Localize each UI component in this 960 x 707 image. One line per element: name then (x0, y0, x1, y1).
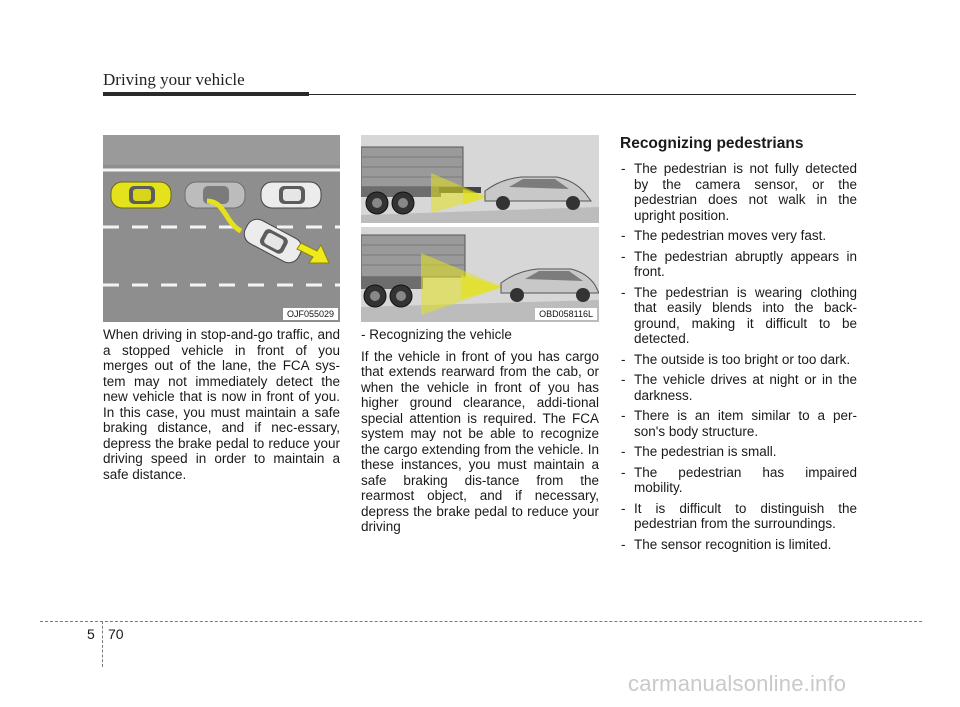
list-item: - The pedestrian is not fully detected by the camera sensor, or the pedestrian does not walk in the upright position. (620, 161, 857, 223)
footer-divider (102, 621, 103, 667)
body-paragraph: If the vehicle in front of you has cargo that extends rearward from the cab, or when the vehicle in front of you has higher ground clearance, addi-tional special attention is required. The FCA system may not be able to recognize the cargo extending from the vehicle. In these instances, you must maintain a safe braking dis-tance from the rearmost object, and if necessary, depress the brake pedal to reduce your driving (361, 348, 599, 534)
column-2 (361, 327, 599, 535)
footer-rule (40, 621, 922, 622)
header-title: Driving your vehicle (103, 70, 245, 89)
list-item: - It is difficult to distinguish the pedestrian from the surroundings. (620, 501, 857, 532)
vehicle-ahead-icon (261, 182, 321, 208)
column-3 (620, 135, 857, 557)
list-item: - The outside is too bright or too dark. (620, 352, 857, 368)
list-item: - The pedestrian is wearing clothing that easily blends into the back-ground, making it difficult to be detected. (620, 285, 857, 347)
list-item: - There is an item similar to a per-son's body structure. (620, 408, 857, 439)
list-item: - The vehicle drives at night or in the darkness. (620, 372, 857, 403)
section-number: 5 (87, 626, 95, 642)
pedestrian-conditions-list (620, 161, 857, 552)
list-item: - The pedestrian abruptly appears in front. (620, 249, 857, 280)
page-number: 70 (108, 626, 124, 642)
list-item: - The pedestrian is small. (620, 444, 857, 460)
column-1 (103, 327, 340, 482)
header-rule-thick (103, 92, 309, 96)
list-item: - The pedestrian has impaired mobility. (620, 465, 857, 496)
section-heading: Recognizing pedestrians (620, 135, 804, 152)
list-item: - The sensor recognition is limited. (620, 537, 857, 553)
own-car-icon (111, 182, 171, 208)
cargo-vehicle-illustration (361, 135, 599, 322)
figure-code: OBD058116L (535, 308, 597, 320)
figure-code: OJF055029 (283, 308, 338, 320)
list-item: - The pedestrian moves very fast. (620, 228, 857, 244)
lane-change-illustration (103, 135, 340, 322)
watermark: carmanualsonline.info (628, 671, 847, 696)
subheading: - Recognizing the vehicle (361, 327, 512, 342)
figure-cargo-vehicle (361, 135, 599, 322)
body-paragraph: When driving in stop-and-go traffic, and a stopped vehicle in front of you merges out of the lane, the FCA sys-tem may not immediately detect the new vehicle that is now in front of you. In this case, you must maintain a safe braking distance, and if nec-essary, depress the brake pedal to reduce your driving speed in order to maintain a safe distance. (103, 327, 340, 482)
figure-lane-change (103, 135, 340, 322)
header-rule-thin (309, 94, 856, 95)
